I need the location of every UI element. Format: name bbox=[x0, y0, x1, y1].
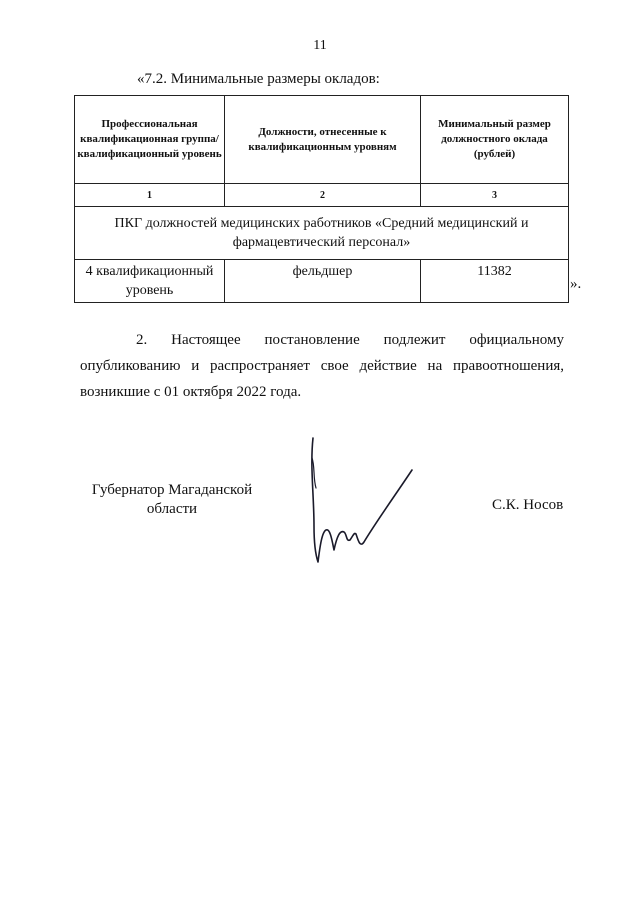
salary-cell: 11382 bbox=[421, 260, 569, 303]
column-number: 3 bbox=[421, 184, 569, 207]
signatory-title: Губернатор Магаданской области bbox=[91, 482, 253, 517]
column-number: 1 bbox=[75, 184, 225, 207]
column-number: 2 bbox=[225, 184, 421, 207]
position-cell: фельдшер bbox=[225, 260, 421, 303]
paragraph-text: Настоящее постановление подлежит официальному опубликованию и распространяет свое действие на правоотношения, возникшие с 01 октября 2022 года. bbox=[80, 332, 564, 400]
qualification-level-cell: 4 квалификационный уровень bbox=[75, 260, 225, 303]
table-row bbox=[75, 260, 569, 303]
paragraph-number: 2. bbox=[136, 332, 148, 348]
header-minimum-salary: Минимальный размер должностного оклада (рублей) bbox=[421, 96, 569, 184]
salary-table bbox=[74, 95, 569, 303]
page-number: 11 bbox=[313, 38, 327, 53]
closing-quote: ». bbox=[570, 276, 582, 292]
paragraph-2 bbox=[80, 327, 564, 405]
signatory-name: С.К. Носов bbox=[492, 497, 564, 513]
section-heading: «7.2. Минимальные размеры окладов: bbox=[137, 71, 380, 87]
handwritten-signature bbox=[300, 436, 420, 576]
table-header-row bbox=[75, 96, 569, 184]
column-number-row bbox=[75, 184, 569, 207]
header-qualification-group: Профессиональная квалификационная группа/ квалификационный уровень bbox=[75, 96, 225, 184]
group-title-row bbox=[75, 207, 569, 260]
header-positions: Должности, отнесенные к квалификационным уровням bbox=[225, 96, 421, 184]
group-title: ПКГ должностей медицинских работников «Средний медицинский и фармацевтический персонал» bbox=[75, 207, 569, 260]
